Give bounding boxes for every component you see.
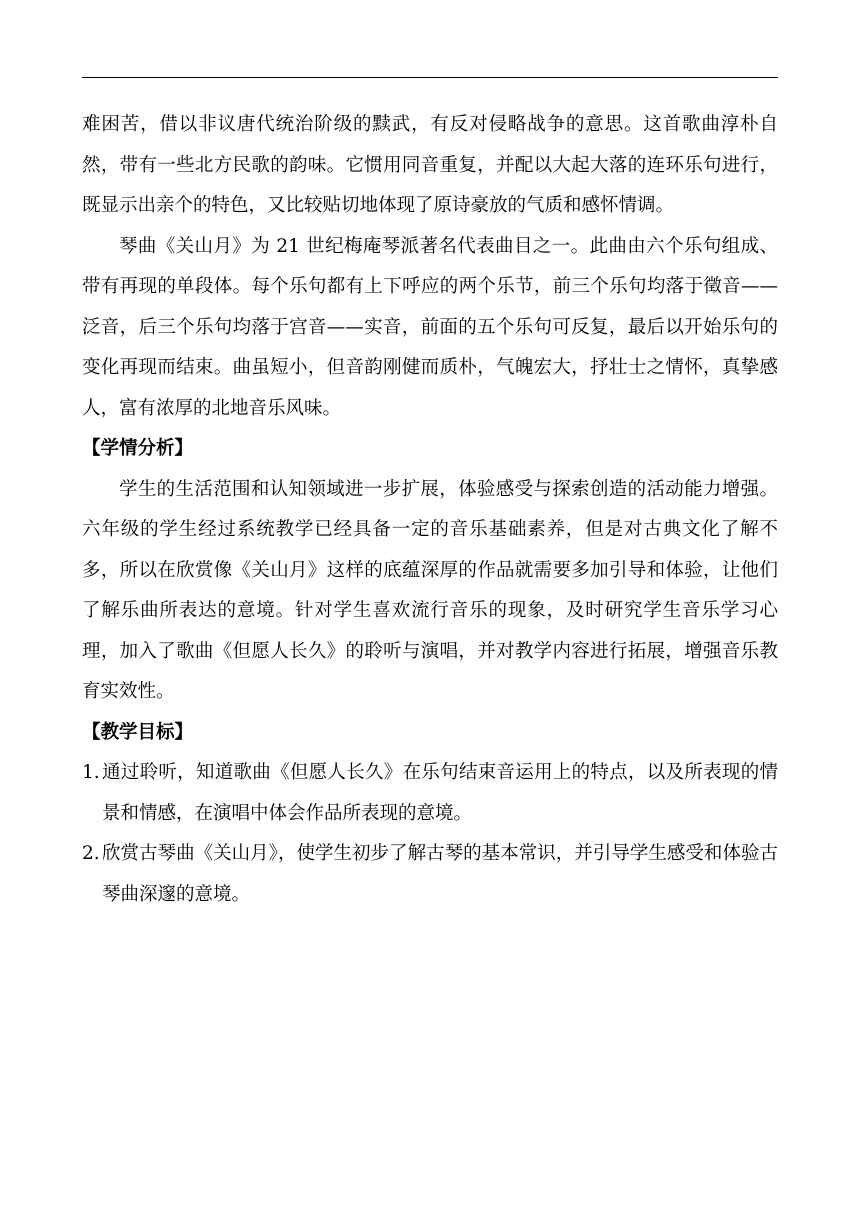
paragraph-continuation: 难困苦，借以非议唐代统治阶级的黩武，有反对侵略战争的意思。这首歌曲淳朴自然，带有一些北方民歌的韵味。它惯用同音重复，并配以大起大落的连环乐句进行，既显示出亲个的特色，又比较贴切地体现了原诗豪放的气质和感怀情调。 — [82, 114, 778, 216]
teaching-goals-list — [82, 753, 778, 915]
list-item-text: 欣赏古琴曲《关山月》，使学生初步了解古琴的基本常识，并引导学生感受和体验古琴曲深邃的意境。 — [102, 843, 778, 905]
section-heading-student-analysis: 【学情分析】 — [82, 438, 194, 459]
list-item — [82, 753, 778, 834]
list-item-text: 通过聆听，知道歌曲《但愿人长久》在乐句结束音运用上的特点，以及所表现的情景和情感，在演唱中体会作品所表现的意境。 — [102, 762, 778, 824]
list-item-number: 1. — [82, 762, 100, 783]
section-heading-teaching-goals: 【教学目标】 — [82, 721, 194, 743]
list-item — [82, 834, 778, 915]
header-rule — [82, 77, 778, 78]
document-body — [82, 105, 778, 915]
paragraph-guanshanyue: 琴曲《关山月》为 21 世纪梅庵琴派著名代表曲目之一。此曲由六个乐句组成、带有再现的单段体。每个乐句都有上下呼应的两个乐节，前三个乐句均落于徵音——泛音，后三个乐句均落于宫音——实音，前面的五个乐句可反复，最后以开始乐句的变化再现而结束。曲虽短小，但音韵刚健而质朴，气魄宏大，抒壮士之情怀，真挚感人，富有浓厚的北地音乐风味。 — [82, 235, 778, 419]
paragraph-student-analysis: 学生的生活范围和认知领域进一步扩展，体验感受与探索创造的活动能力增强。六年级的学生经过系统教学已经具备一定的音乐基础素养，但是对古典文化了解不多，所以在欣赏像《关山月》这样的底蕴深厚的作品就需要多加引导和体验，让他们了解乐曲所表达的意境。针对学生喜欢流行音乐的现象，及时研究学生音乐学习心理，加入了歌曲《但愿人长久》的聆听与演唱，并对教学内容进行拓展，增强音乐教育实效性。 — [82, 478, 778, 702]
list-item-number: 2. — [82, 843, 100, 864]
